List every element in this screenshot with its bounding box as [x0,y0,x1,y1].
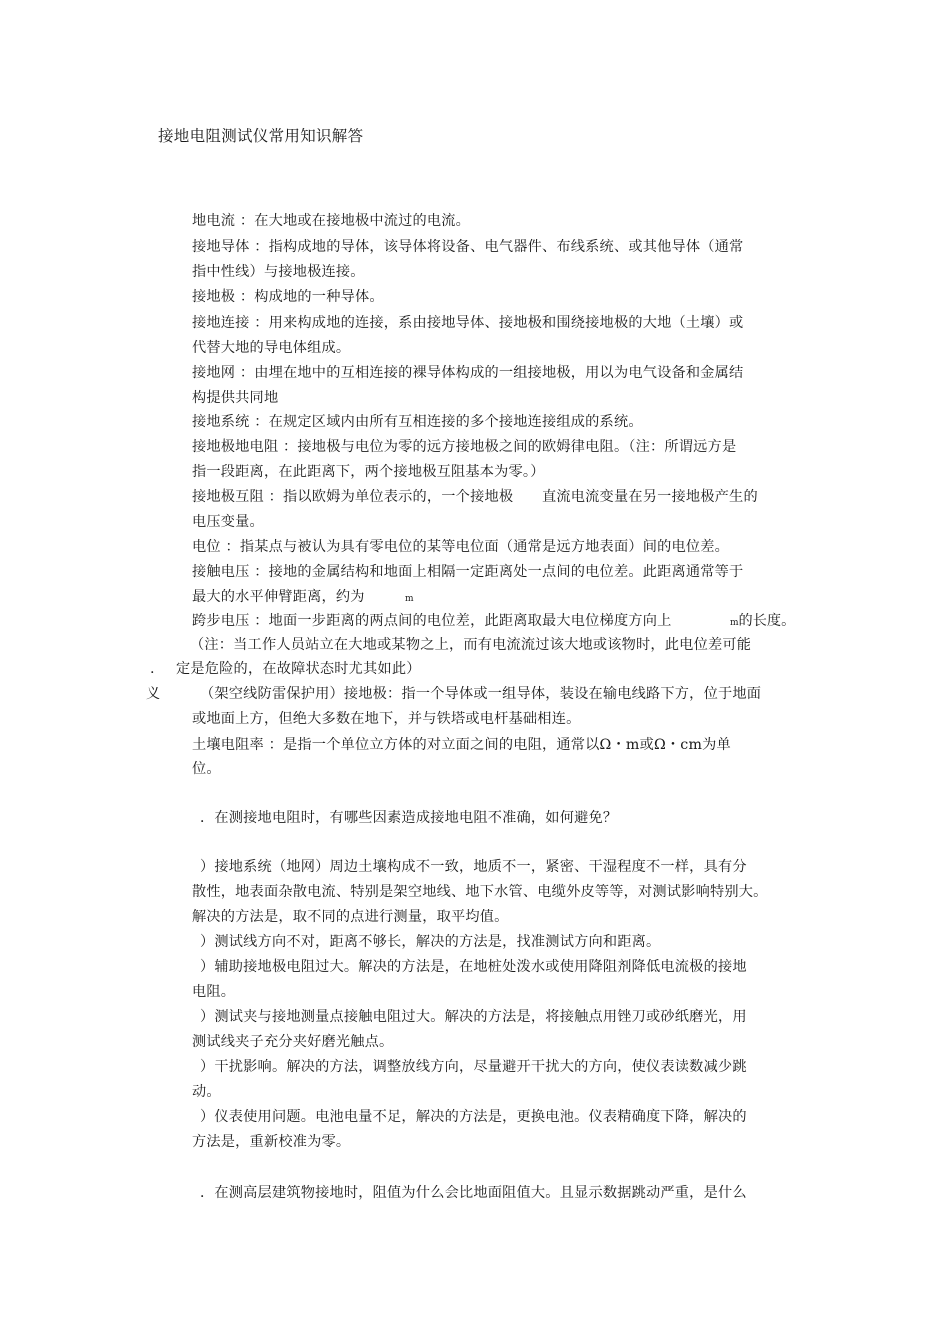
text-suffix [730,611,795,633]
question-heading: ．在测高层建筑物接地时，阻值为什么会比地面阻值大。且显示数据跳动严重，是什么 [200,1185,747,1201]
text-line: 接地导体 ：指构成地的导体，该导体将设备、电气器件、布线系统、或其他导体（通常 [192,239,744,255]
suffix-text: 的长度。 [738,613,796,629]
answer-line: 动。 [192,1084,221,1100]
text-line: 地电流 ：在大地或在接地极中流过的电流。 [192,213,471,229]
answer-line: ）测试线方向不对，距离不够长，解决的方法是，找准测试方向和距离。 [200,934,661,950]
answer-line: ）辅助接地极电阻过大。解决的方法是，在地桩处泼水或使用降阻剂降低电流极的接地 [200,959,747,975]
text-line: 土壤电阻率 ：是指一个单位立方体的对立面之间的电阻，通常以Ω・m或Ω・cm为单 [192,737,731,753]
text-line: 位。 [192,761,221,777]
left-margin-dot: . [150,661,155,677]
answer-line: ）仪表使用问题。电池电量不足，解决的方法是，更换电池。仪表精确度下降，解决的 [200,1109,747,1125]
text-line: 定是危险的，在故障状态时尤其如此） [176,661,421,677]
answer-line: 散性，地表面杂散电流、特别是架空地线、地下水管、电缆外皮等等，对测试影响特别大。 [192,884,768,900]
unit-m-mark: m [730,618,739,628]
text-line: 接地极地电阻 ：接地极与电位为零的远方接地极之间的欧姆律电阻。（注：所谓远方是 [192,439,737,455]
answer-line: 电阻。 [192,984,236,1000]
answer-line: ）接地系统（地网）周边土壤构成不一致，地质不一，紧密、干湿程度不一样，具有分 [200,859,747,875]
text-line: （注：当工作人员站立在大地或某物之上，而有电流流过该大地或该物时，此电位差可能 [190,637,752,653]
answer-line: 解决的方法是，取不同的点进行测量，取平均值。 [192,909,509,925]
text-line: 接地极 ：构成地的一种导体。 [192,289,384,305]
text-line: 电位 ：指某点与被认为具有零电位的某等电位面（通常是远方地表面）间的电位差。 [192,539,730,555]
text-line: 接触电压 ：接地的金属结构和地面上相隔一定距离处一点间的电位差。此距离通常等于 [192,564,744,580]
unit-m-mark: m [405,594,414,604]
text-line: （架空线防雷保护用）接地极：指一个导体或一组导体，装设在输电线路下方，位于地面 [200,686,762,702]
answer-line: ）测试夹与接地测量点接触电阻过大。解决的方法是，将接触点用锉刀或砂纸磨光，用 [200,1009,747,1025]
text-line: 跨步电压 ：地面一步距离的两点间的电位差，此距离取最大电位梯度方向上 [192,613,672,629]
text-line: 接地极互阻 ：指以欧姆为单位表示的，一个接地极 直流电流变量在另一接地极产生的 [192,489,758,505]
answer-line: 方法是，重新校准为零。 [192,1134,351,1150]
text-line: 电压变量。 [192,514,264,530]
text-line: 接地连接 ：用来构成地的连接，系由接地导体、接地极和围绕接地极的大地（土壤）或 [192,315,744,331]
text-line: 接地网 ：由埋在地中的互相连接的裸导体构成的一组接地极，用以为电气设备和金属结 [192,365,744,381]
text-line: 代替大地的导电体组成。 [192,340,351,356]
text-line: 指一段距离，在此距离下，两个接地极互阻基本为零。） [192,464,545,480]
text-line: 构提供共同地 [192,390,279,406]
text-line: 最大的水平伸臂距离，约为 [192,589,365,605]
left-margin-char: 义 [146,686,161,702]
answer-line: 测试线夹子充分夹好磨光触点。 [192,1034,394,1050]
question-heading: ．在测接地电阻时，有哪些因素造成接地电阻不准确，如何避免？ [200,810,618,826]
text-line: 接地系统 ：在规定区域内由所有互相连接的多个接地连接组成的系统。 [192,414,643,430]
page-title: 接地电阻测试仪常用知识解答 [158,127,364,145]
text-line: 或地面上方，但绝大多数在地下，并与铁塔或电杆基础相连。 [192,711,581,727]
text-line: 指中性线）与接地极连接。 [192,264,365,280]
answer-line: ）干扰影响。解决的方法，调整放线方向，尽量避开干扰大的方向，使仪表读数减少跳 [200,1059,747,1075]
